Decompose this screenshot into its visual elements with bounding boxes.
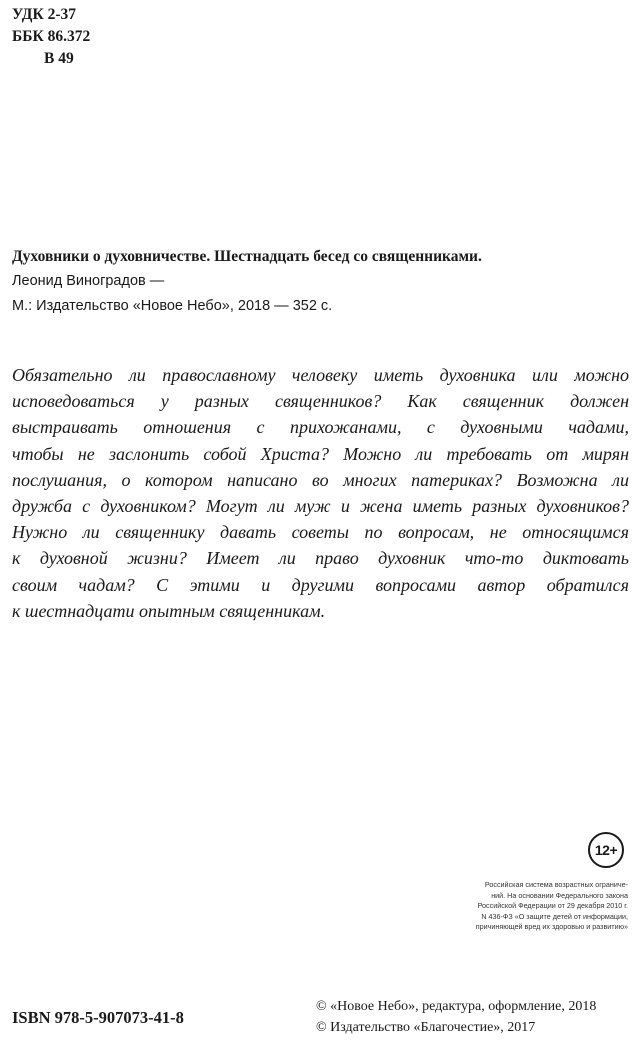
udk-code: УДК 2-37 bbox=[12, 6, 76, 23]
copyright-line: © «Новое Небо», редактура, оформление, 2018 bbox=[316, 999, 597, 1014]
classification-codes bbox=[12, 4, 90, 70]
book-imprint: М.: Издательство «Новое Небо», 2018 — 352 с. bbox=[12, 298, 333, 314]
annotation-line: к шестнадцати опытным священникам. bbox=[12, 600, 326, 621]
author-mark: В 49 bbox=[44, 50, 74, 67]
annotation-line: Обязательно ли православному человеку иметь духовника или можно bbox=[12, 365, 629, 385]
annotation-line: исповедоваться у разных священников? Как священник должен bbox=[12, 391, 629, 412]
annotation-line: выстраивать отношения с прихожанами, с духовными чадами, bbox=[12, 417, 629, 438]
annotation-line: своим чадам? С этими и другими вопросами автор обратился bbox=[12, 574, 629, 595]
age-rating-badge: 12+ bbox=[588, 832, 624, 868]
annotation-line: к духовной жизни? Имеет ли право духовник что-то диктовать bbox=[12, 548, 629, 569]
book-title: Духовники о духовничестве. Шестнадцать бесед со священниками. bbox=[12, 248, 482, 265]
book-author: Леонид Виноградов — bbox=[12, 273, 165, 289]
age-note-line: ний. На основании Федерального закона bbox=[491, 890, 628, 900]
age-note-line: Российской Федерации от 29 декабря 2010 г. bbox=[477, 901, 628, 911]
annotation bbox=[12, 362, 629, 624]
age-note-line: N 436-ФЗ «О защите детей от информации, bbox=[481, 911, 628, 921]
isbn: ISBN 978-5-907073-41-8 bbox=[12, 1008, 184, 1027]
annotation-line: послушания, о котором написано во многих патериках? Возможна ли bbox=[12, 469, 629, 490]
annotation-line: дружба с духовником? Могут ли муж и жена иметь разных духовников? bbox=[12, 496, 629, 517]
copyright-block bbox=[316, 996, 596, 1038]
age-rating-note bbox=[468, 880, 628, 933]
bibliographic-record bbox=[12, 244, 632, 319]
annotation-line: Нужно ли священнику давать советы по вопросам, не относящимся bbox=[12, 522, 629, 543]
age-note-line: Российская система возрастных ограниче- bbox=[484, 880, 628, 889]
copyright-line: © Издательство «Благочестие», 2017 bbox=[316, 1020, 536, 1035]
bbk-code: ББК 86.372 bbox=[12, 28, 91, 45]
annotation-line: чтобы не заслонить собой Христа? Можно ли требовать от мирян bbox=[12, 443, 629, 464]
age-note-line: причиняющей вред их здоровью и развитию» bbox=[475, 922, 628, 932]
